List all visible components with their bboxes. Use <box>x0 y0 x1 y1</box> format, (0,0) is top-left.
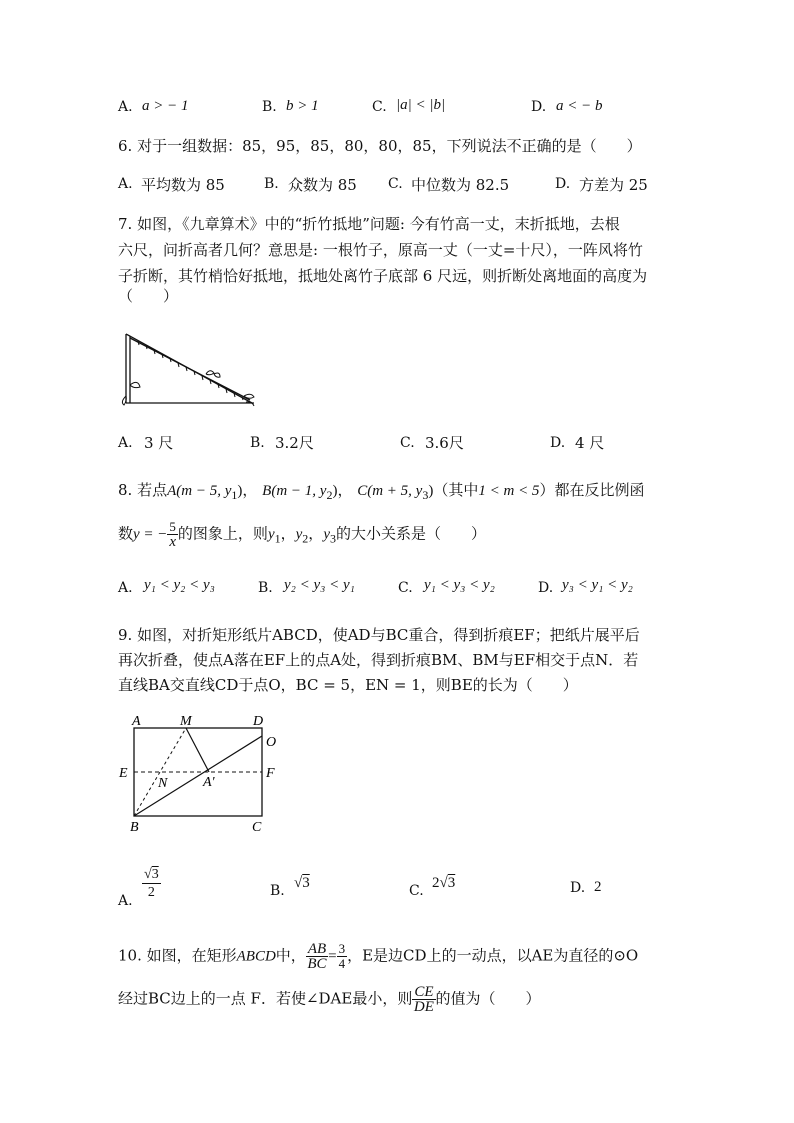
q8-func-lhs: y = − <box>133 526 168 543</box>
q9-option-c-expr: 2√3 <box>432 875 456 891</box>
q10-line1-post: ，E是边CD上的一动点，以AE为直径的⊙O <box>347 946 639 965</box>
leaf-1 <box>130 382 140 387</box>
q6-option-d-letter: D. <box>555 176 571 192</box>
q8-option-c-expr: y₁ < y₃ < y₂ <box>424 577 495 593</box>
q5-option-c-letter: C. <box>372 99 387 115</box>
q8-cond-post: ）都在反比例函 <box>539 481 645 499</box>
label-e: E <box>119 766 128 781</box>
q9-option-d-expr: 2 <box>594 879 602 895</box>
label-n: N <box>158 776 168 791</box>
q10-abcd: ABCD <box>236 948 276 965</box>
q9-option-b-expr: √3 <box>294 875 310 891</box>
q8-option-d-letter: D. <box>538 580 554 596</box>
q8-cond: 1 < m < 5 <box>478 483 540 499</box>
q8-option-c-letter: C. <box>398 580 413 596</box>
q8-option-d-expr: y₃ < y₁ < y₂ <box>562 577 633 593</box>
q7-line-4: （ ） <box>118 287 179 305</box>
q7-line-2: 六尺，问折高者几何？意思是: 一根竹子，原高一丈（一丈=十尺），一阵风将竹 <box>118 241 643 259</box>
bamboo-figure <box>118 330 263 408</box>
q5-option-d-expr: a < − b <box>556 98 603 114</box>
q7-option-a-text: 3 尺 <box>144 434 174 452</box>
q10-line1-pre: 10. 如图，在矩形 <box>118 946 237 965</box>
q7-option-b-text: 3.2尺 <box>275 434 314 452</box>
q5-option-a-expr: a > − 1 <box>142 98 189 114</box>
q8-line2-pre: 数 <box>118 524 134 543</box>
q8-func-fraction <box>167 520 178 549</box>
q8-option-a-expr: y₁ < y₂ < y₃ <box>144 577 215 593</box>
q10-value-den: 4 <box>338 956 346 971</box>
q8-line-2: 数y = − $\frac{5}{x}$ 的图象上，则$y_1$，$y_2$，$y_3$的大小关系是（ ） <box>118 519 486 550</box>
q5-option-a-letter: A. <box>118 99 133 115</box>
label-b: B <box>130 820 139 835</box>
q10-ratio-den: BC <box>307 956 327 972</box>
q10-value-fraction <box>337 942 348 971</box>
q9-line-2: 再次折叠，使点A落在EF上的点A处，得到折痕BM、BM与EF相交于点N．若 <box>118 651 639 669</box>
q5-option-c-expr: |a| < |b| <box>396 97 446 113</box>
label-m: M <box>180 714 192 729</box>
label-c: C <box>252 820 262 835</box>
q6-option-b-letter: B. <box>264 176 279 192</box>
q8-y2: y <box>295 526 303 543</box>
q8-point-b: B(m − 1, y <box>262 483 327 499</box>
q9-option-d-letter: D. <box>570 880 586 896</box>
q8-line2-post: 的大小关系是（ ） <box>335 524 486 543</box>
leaf-4 <box>214 373 220 377</box>
q8-option-b-letter: B. <box>258 580 273 596</box>
q7-option-d-letter: D. <box>550 435 566 451</box>
q8-y1: y <box>267 526 275 543</box>
label-d: D <box>253 714 264 729</box>
q8-cond-pre: （其中 <box>433 481 479 499</box>
q9-option-a-expr: $\frac{√3}{2}$ <box>144 867 159 900</box>
q8-option-b-expr: y₂ < y₃ < y₁ <box>284 577 355 593</box>
q8-point-c-sub: 3 <box>422 488 429 502</box>
q9-line-3: 直线BA交直线CD于点O，BC = 5，EN = 1，则BE的长为（ ） <box>118 676 578 694</box>
label-a-prime: A' <box>203 775 215 790</box>
q8-func-den: x <box>169 534 176 550</box>
q7-option-b-letter: B. <box>250 435 265 451</box>
q6-option-c-text: 中位数为 82.5 <box>411 176 510 194</box>
q9-line-1: 9. 如图，对折矩形纸片ABCD，使AD与BC重合，得到折痕EF；把纸片展平后 <box>118 626 640 644</box>
q6-stem: 6. 对于一组数据：85，95，85，80，80，85，下列说法不正确的是（ ） <box>118 137 642 155</box>
q8-point-a: A(m − 5, y <box>167 483 232 499</box>
q10-ratio-num: AB <box>307 941 327 957</box>
q7-line-1: 7. 如图，《九章算术》中的“折竹抵地”问题: 今有竹高一丈，末折抵地，去根 <box>118 215 620 233</box>
q6-option-a-letter: A. <box>118 176 133 192</box>
bamboo-broken-top-inner <box>130 338 250 400</box>
q10-line1-mid: 中， <box>275 946 306 965</box>
q7-option-a-letter: A. <box>118 435 133 451</box>
q5-option-d-letter: D. <box>531 99 547 115</box>
q7-option-c-text: 3.6尺 <box>425 434 464 452</box>
q6-option-a-text: 平均数为 85 <box>141 176 225 194</box>
fold-rectangle-figure <box>110 708 290 838</box>
q8-option-a-letter: A. <box>118 580 133 596</box>
q6-option-c-letter: C. <box>388 176 403 192</box>
q10-line2-pre: 经过BC边上的一点 F．若使∠DAE最小，则 <box>118 989 413 1008</box>
label-a: A <box>132 714 141 729</box>
q10-ce-num: CE <box>414 984 434 1000</box>
q5-option-b-letter: B. <box>262 99 277 115</box>
q10-ratio-fraction <box>306 942 328 971</box>
q10-value-num: 3 <box>338 941 346 956</box>
q8-prefix: 8. 若点 <box>118 481 168 499</box>
q9-option-c-letter: C. <box>409 883 424 899</box>
q10-ce-de-fraction <box>412 985 435 1014</box>
q8-func-num: 5 <box>169 519 176 534</box>
q5-option-b-expr: b > 1 <box>286 98 319 114</box>
q9-option-b-letter: B. <box>270 883 285 899</box>
label-o: O <box>266 735 277 750</box>
q8-line2-mid: 的图象上，则 <box>177 524 268 543</box>
label-f: F <box>266 766 275 781</box>
leaf-3 <box>206 371 214 375</box>
q8-line-1: 8. 若点A(m − 5, $y_1$)， B(m − 1, $y_2$)， C(m + 5, $y_3$)（其中1 < m < 5）都在反比例函 <box>118 481 645 502</box>
q10-line-2 <box>118 985 541 1014</box>
q9-option-a-letter: A. <box>118 893 133 909</box>
q8-point-a-sub: 1 <box>231 488 238 502</box>
q7-line-3: 子折断，其竹梢恰好抵地，抵地处离竹子底部 6 尺远，则折断处离地面的高度为 <box>118 267 648 285</box>
q7-option-c-letter: C. <box>400 435 415 451</box>
q8-point-b-sub: 2 <box>326 488 333 502</box>
q10-de-den: DE <box>413 999 434 1015</box>
q6-option-b-text: 众数为 85 <box>288 176 357 194</box>
segment-ma <box>186 728 209 772</box>
q10-eq: = <box>328 948 337 965</box>
line-bo <box>134 736 262 816</box>
q10-line2-post: 的值为（ ） <box>435 989 541 1008</box>
q7-option-d-text: 4 尺 <box>575 434 605 452</box>
q8-y3: y <box>323 526 330 543</box>
q6-option-d-text: 方差为 25 <box>579 176 648 194</box>
q8-point-c: C(m + 5, y <box>357 483 423 499</box>
q10-line-1 <box>118 942 638 971</box>
